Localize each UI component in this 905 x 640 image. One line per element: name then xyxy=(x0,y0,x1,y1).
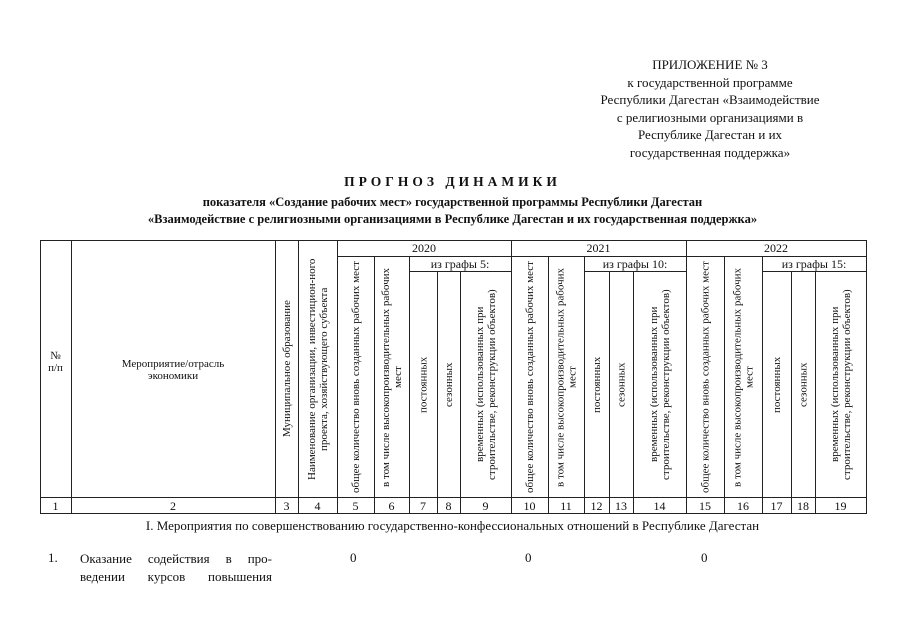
col-header-event: Мероприятие/отрасль экономики xyxy=(121,358,225,382)
col-number: 18 xyxy=(797,499,809,513)
col-header-season-2020: сезонных xyxy=(443,362,455,407)
year-2020: 2020 xyxy=(412,241,436,255)
col-header-season-2021: сезонных xyxy=(615,362,628,407)
col-number: 16 xyxy=(737,499,749,513)
col-header-total-2021: общее количество вновь созданных рабочих мест xyxy=(524,261,536,493)
col-header-temp-2020: временных (использованных при строительстве, реконструкции объектов) xyxy=(474,289,498,480)
col-header-high-2021: в том числе высокопроизводительных рабочих мест xyxy=(554,267,579,487)
col-number: 17 xyxy=(770,499,783,513)
appendix-line: с религиозными организациями в xyxy=(616,109,804,125)
document-subtitle xyxy=(0,194,905,228)
col-number: 6 xyxy=(388,499,395,513)
year-2022: 2022 xyxy=(764,241,788,255)
col-header-high-2022: в том числе высокопроизводительных рабочих мест xyxy=(731,267,756,487)
col-number: 9 xyxy=(482,499,489,513)
from-col-15: из графы 15: xyxy=(781,257,847,271)
year-2021: 2021 xyxy=(586,241,611,255)
appendix-line: к государственной программе xyxy=(627,74,793,90)
col-header-perm-2022: постоянных xyxy=(771,356,783,413)
document-title: ПРОГНОЗ ДИНАМИКИ xyxy=(344,174,561,189)
value-2022: 0 xyxy=(701,550,708,565)
row-number: 1. xyxy=(48,550,58,565)
header-bottom xyxy=(40,497,866,498)
appendix-block xyxy=(560,56,860,161)
from-col-5: из графы 5: xyxy=(430,257,490,271)
subtitle-line-1: показателя «Создание рабочих мест» государственной программы Республики Дагестан xyxy=(202,195,703,209)
col-number: 8 xyxy=(445,499,452,513)
col-number: 13 xyxy=(615,499,627,513)
appendix-line: ПРИЛОЖЕНИЕ № 3 xyxy=(652,57,768,72)
col-header-high-2020: в том числе высокопроизводительных рабочих мест xyxy=(380,267,404,487)
col-header-total-2020: общее количество вновь созданных рабочих мест xyxy=(350,261,362,493)
row-event-text xyxy=(80,550,272,586)
col-header-perm-2021: постоянных xyxy=(591,356,603,413)
col-number: 1 xyxy=(52,499,59,513)
col-number: 19 xyxy=(834,499,847,513)
row-event-line: ведении курсов повышения xyxy=(80,569,272,584)
col-number: 4 xyxy=(314,499,321,513)
appendix-line: Республике Дагестан и их xyxy=(637,127,783,142)
col-header-municipality: Муниципальное образование xyxy=(281,300,293,438)
col-number: 7 xyxy=(420,499,426,513)
col-number: 15 xyxy=(699,499,711,513)
col-header-total-2022: общее количество вновь созданных рабочих мест xyxy=(699,261,712,493)
subtitle-line-2: «Взаимодействие с религиозными организациями в Республике Дагестан и их государственная поддержка» xyxy=(147,212,758,226)
value-2020: 0 xyxy=(350,550,357,565)
col-header-organization: Наименование организации, инвестицион-ного проекта, хозяйствующего субъекта xyxy=(306,258,330,480)
from-col-10: из графы 10: xyxy=(602,257,668,271)
col-number: 10 xyxy=(523,499,536,513)
col-number: 12 xyxy=(590,499,603,513)
col-number: 3 xyxy=(283,499,290,513)
col-header-temp-2021: временных (использованных при строительстве, реконструкции объектов) xyxy=(648,289,672,480)
appendix-line: государственная поддержка» xyxy=(629,144,791,160)
col-header-perm-2020: постоянных xyxy=(417,356,430,413)
col-header-num: № п/п xyxy=(48,350,63,374)
col-number: 11 xyxy=(560,499,572,513)
value-2021: 0 xyxy=(525,550,532,565)
col-border xyxy=(40,240,41,514)
col-number: 14 xyxy=(653,499,666,513)
col-border xyxy=(866,240,867,514)
col-number: 2 xyxy=(170,499,176,513)
col-number: 5 xyxy=(352,499,359,513)
section-title: I. Мероприятия по совершенствованию государственно-конфессиональных отношений в Республике Дагестан xyxy=(145,518,760,533)
row-event-line: Оказание содействия в про- xyxy=(80,551,272,566)
col-header-season-2022: сезонных xyxy=(797,362,810,407)
appendix-line: Республики Дагестан «Взаимодействие xyxy=(600,92,820,107)
col-header-temp-2022: временных (использованных при строительстве, реконструкции объектов) xyxy=(829,289,853,480)
